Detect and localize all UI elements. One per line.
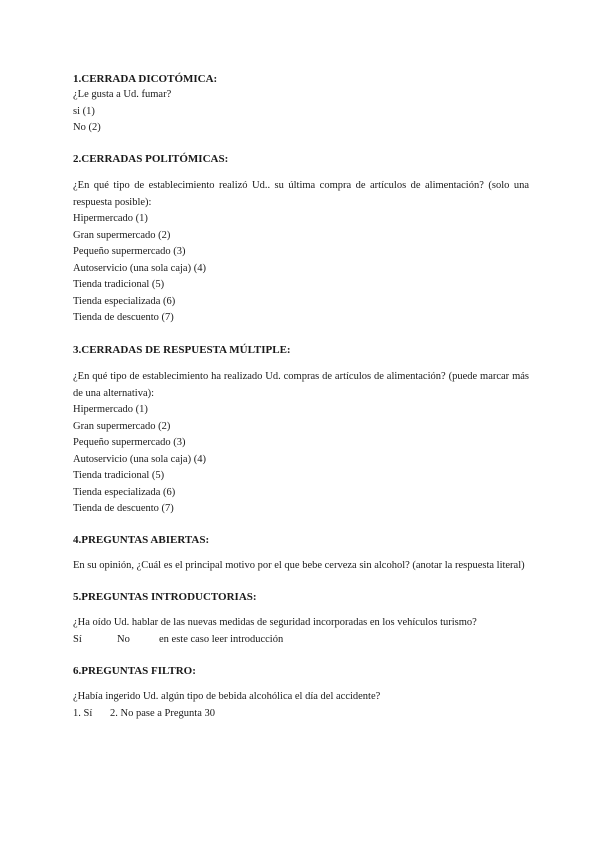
option-item: Tienda tradicional (5) (73, 279, 165, 290)
question-text: ¿Le gusta a Ud. fumar? (73, 89, 172, 100)
option-item: Pequeño supermercado (3) (73, 437, 186, 448)
section-introductory (73, 590, 529, 648)
option-item: Autoservicio (una sola caja) (4) (73, 453, 206, 465)
section-title: 5.PREGUNTAS INTRODUCTORIAS: (73, 591, 257, 603)
section-filter-questions (73, 664, 529, 722)
section-closed-polytomous (73, 152, 529, 327)
option-item: Autoservicio (una sola caja) (4) (73, 262, 206, 274)
question-text: ¿En qué tipo de establecimiento realizó Ud.. su última compra de artículos de alimentación? (solo una respuesta posible): (73, 180, 529, 208)
answer-option-2: 2. No pase a Pregunta 30 (110, 707, 215, 719)
answer-row (73, 632, 529, 649)
question-text: En su opinión, ¿Cuál es el principal motivo por el que bebe cerveza sin alcohol? (anotar la respuesta literal) (73, 560, 525, 571)
answer-option-1: 1. Sí (73, 707, 93, 719)
section-multiple-response (73, 343, 529, 518)
option-item: Tienda de descuento (7) (73, 503, 174, 514)
section-title: 2.CERRADAS POLITÓMICAS: (73, 153, 229, 165)
option-item: si (1) (73, 105, 95, 117)
answer-note: en este caso leer introducción (159, 633, 284, 645)
option-item: No (2) (73, 122, 101, 133)
section-title: 6.PREGUNTAS FILTRO: (73, 665, 196, 677)
option-item: Tienda de descuento (7) (73, 312, 174, 323)
option-item: Tienda tradicional (5) (73, 470, 165, 481)
question-text: ¿Ha oído Ud. hablar de las nuevas medidas de seguridad incorporadas en los vehículos turismo? (73, 617, 477, 628)
section-title: 1.CERRADA DICOTÓMICA: (73, 73, 218, 85)
option-item: Hipermercado (1) (73, 404, 148, 415)
option-item: Tienda especializada (6) (73, 486, 176, 498)
option-item: Gran supermercado (2) (73, 420, 171, 432)
question-text: ¿Había ingerido Ud. algún tipo de bebida alcohólica el día del accidente? (73, 691, 381, 702)
option-item: Gran supermercado (2) (73, 229, 171, 241)
answer-no: No (117, 633, 130, 645)
section-title: 4.PREGUNTAS ABIERTAS: (73, 534, 210, 546)
option-item: Tienda especializada (6) (73, 295, 176, 307)
section-title: 3.CERRADAS DE RESPUESTA MÚLTIPLE: (73, 344, 291, 356)
option-item: Hipermercado (1) (73, 213, 148, 224)
section-closed-dichotomous (73, 72, 529, 137)
section-open-questions (73, 533, 529, 575)
option-item: Pequeño supermercado (3) (73, 246, 186, 257)
answer-row (73, 706, 529, 723)
question-text: ¿En qué tipo de establecimiento ha realizado Ud. compras de artículos de alimentación? (puede marcar más de una alternativa): (73, 371, 529, 399)
answer-yes: Sí (73, 633, 82, 645)
